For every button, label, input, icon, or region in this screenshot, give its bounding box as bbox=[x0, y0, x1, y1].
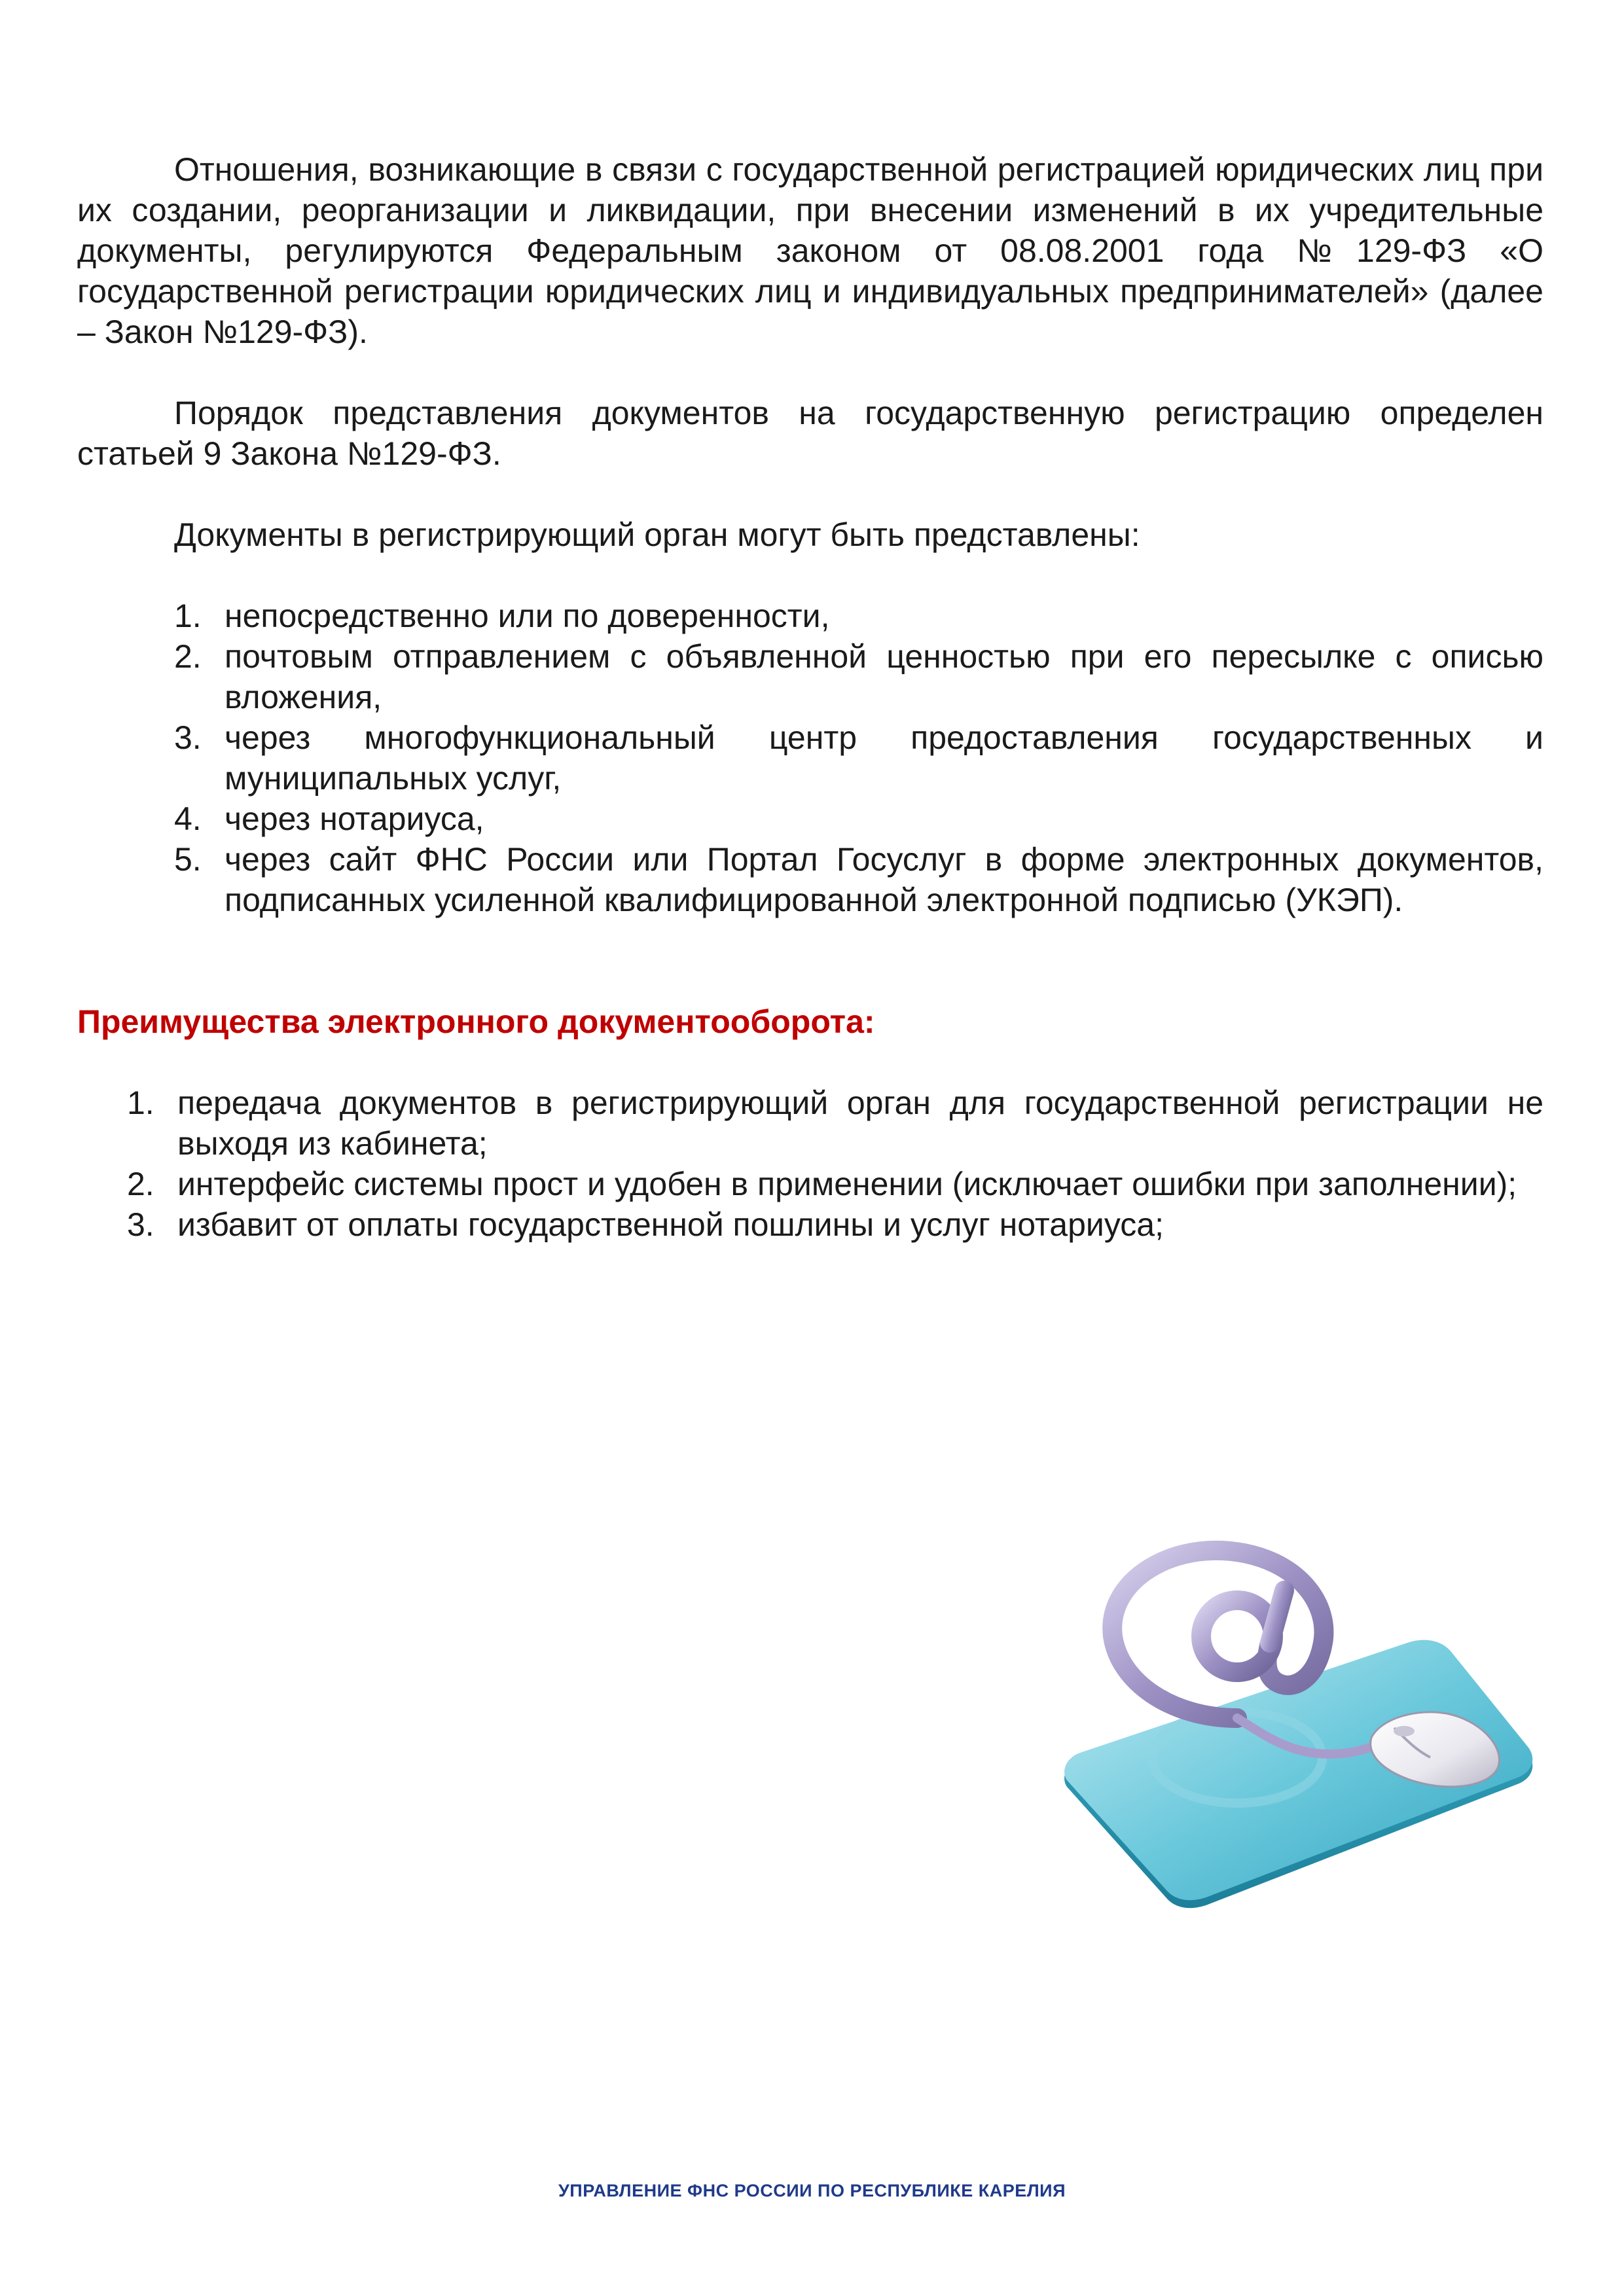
list-item-text: интерфейс системы прост и удобен в применении (исключает ошибки при заполнении); bbox=[177, 1166, 1517, 1202]
list-item-text: через многофункциональный центр предоставления государственных и муниципальных услуг, bbox=[225, 719, 1543, 797]
document-body bbox=[77, 149, 1543, 1245]
list-item bbox=[77, 596, 1543, 636]
list-item-number: 3. bbox=[174, 719, 202, 756]
list-item-text: непосредственно или по доверенности, bbox=[225, 598, 830, 634]
list-item bbox=[77, 636, 1543, 717]
section-spacer bbox=[77, 920, 1543, 1001]
list-item bbox=[77, 798, 1543, 839]
list-item bbox=[77, 1083, 1543, 1164]
list-item-number: 5. bbox=[174, 841, 202, 878]
list-item bbox=[77, 839, 1543, 920]
footer-organization: УПРАВЛЕНИЕ ФНС РОССИИ ПО РЕСПУБЛИКЕ КАРЕЛИЯ bbox=[558, 2181, 1066, 2200]
list-item bbox=[77, 1164, 1543, 1204]
submission-methods-list bbox=[77, 596, 1543, 920]
list-item-text: передача документов в регистрирующий орган для государственной регистрации не выходя из кабинета; bbox=[177, 1085, 1543, 1162]
section-spacer bbox=[77, 1042, 1543, 1083]
list-item bbox=[77, 1204, 1543, 1245]
procedure-paragraph: Порядок представления документов на государственную регистрацию определен статьей 9 Закона №129-ФЗ. bbox=[77, 395, 1543, 472]
email-at-mouse-icon bbox=[1041, 1538, 1545, 1931]
list-item-number: 1. bbox=[127, 1085, 154, 1121]
list-item-text: избавит от оплаты государственной пошлины и услуг нотариуса; bbox=[177, 1206, 1164, 1243]
list-item-number: 1. bbox=[174, 598, 202, 634]
list-item-text: почтовым отправлением с объявленной ценностью при его пересылке с описью вложения, bbox=[225, 638, 1543, 715]
list-item-text: через сайт ФНС России или Портал Госуслуг в форме электронных документов, подписанных усиленной квалифицированной электронной подписью (УКЭП). bbox=[225, 841, 1543, 918]
advantages-heading: Преимущества электронного документооборота: bbox=[77, 1003, 875, 1040]
list-item-number: 2. bbox=[174, 638, 202, 675]
list-item-number: 2. bbox=[127, 1166, 154, 1202]
list-item-number: 4. bbox=[174, 800, 202, 837]
intro-paragraph: Отношения, возникающие в связи с государственной регистрацией юридических лиц при их создании, реорганизации и ликвидации, при внесении изменений в их учредительные документы, регулируются Федеральным законом от 08.08.2001 года №129-ФЗ «О государственной регистрации юридических лиц и индивидуальных предпринимателей» (далее – Закон №129-ФЗ). bbox=[77, 151, 1543, 350]
list-item-text: через нотариуса, bbox=[225, 800, 484, 837]
submission-intro: Документы в регистрирующий орган могут быть представлены: bbox=[174, 516, 1140, 553]
list-item-number: 3. bbox=[127, 1206, 154, 1243]
list-item bbox=[77, 717, 1543, 798]
advantages-list bbox=[77, 1083, 1543, 1245]
